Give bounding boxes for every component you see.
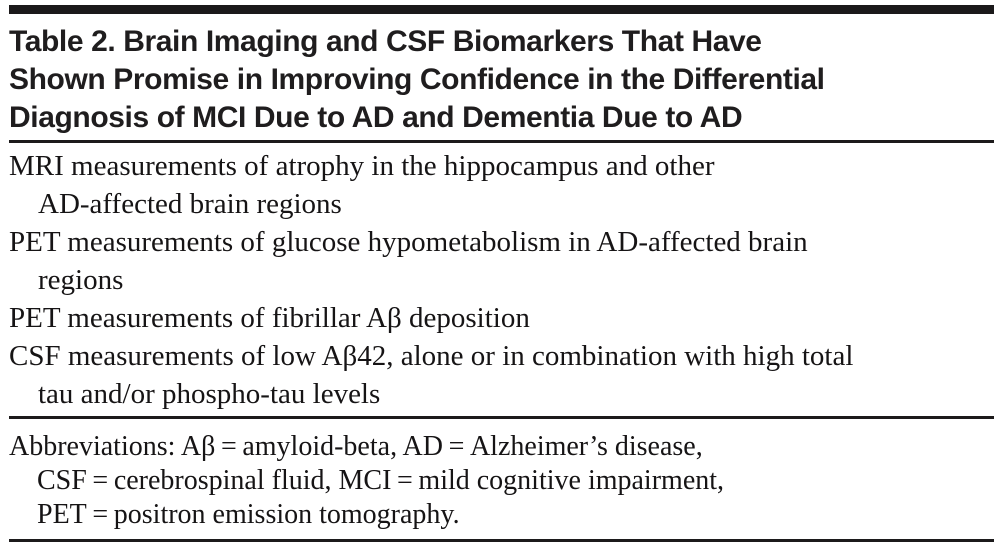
biomarker-list [9, 147, 994, 413]
top-rule-thick [9, 5, 994, 14]
table-title-line: Shown Promise in Improving Confidence in the Differential [9, 63, 825, 96]
list-item [9, 337, 994, 413]
list-item [9, 223, 994, 299]
bottom-rule [9, 539, 994, 542]
list-item [9, 147, 994, 223]
list-item-text: PET measurements of glucose hypometabolism in AD-affected brain [9, 226, 808, 258]
list-item-text: tau and/or phospho-tau levels [38, 378, 381, 410]
table-title-line: Diagnosis of MCI Due to AD and Dementia Due to AD [9, 101, 743, 134]
abbreviation-line: PET = positron emission tomography. [37, 499, 460, 530]
list-item [9, 299, 994, 337]
list-item-text: CSF measurements of low Aβ42, alone or in combination with high total [9, 340, 854, 372]
table-title [9, 23, 994, 137]
table-title-line: Table 2. Brain Imaging and CSF Biomarkers That Have [9, 25, 762, 58]
list-item-text: AD-affected brain regions [38, 188, 342, 220]
abbreviation-line: Abbreviations: Aβ = amyloid-beta, AD = Alzheimer’s disease, [9, 431, 703, 462]
footnote-divider-rule [9, 416, 994, 419]
list-item-text: MRI measurements of atrophy in the hippocampus and other [9, 150, 715, 182]
list-item-text: PET measurements of fibrillar Aβ deposition [9, 302, 530, 334]
abbreviations-note [9, 430, 994, 532]
title-divider-rule [9, 140, 994, 143]
abbreviation-line: CSF = cerebrospinal fluid, MCI = mild cognitive impairment, [37, 465, 725, 496]
table-card [0, 5, 1003, 544]
list-item-text: regions [38, 264, 124, 296]
